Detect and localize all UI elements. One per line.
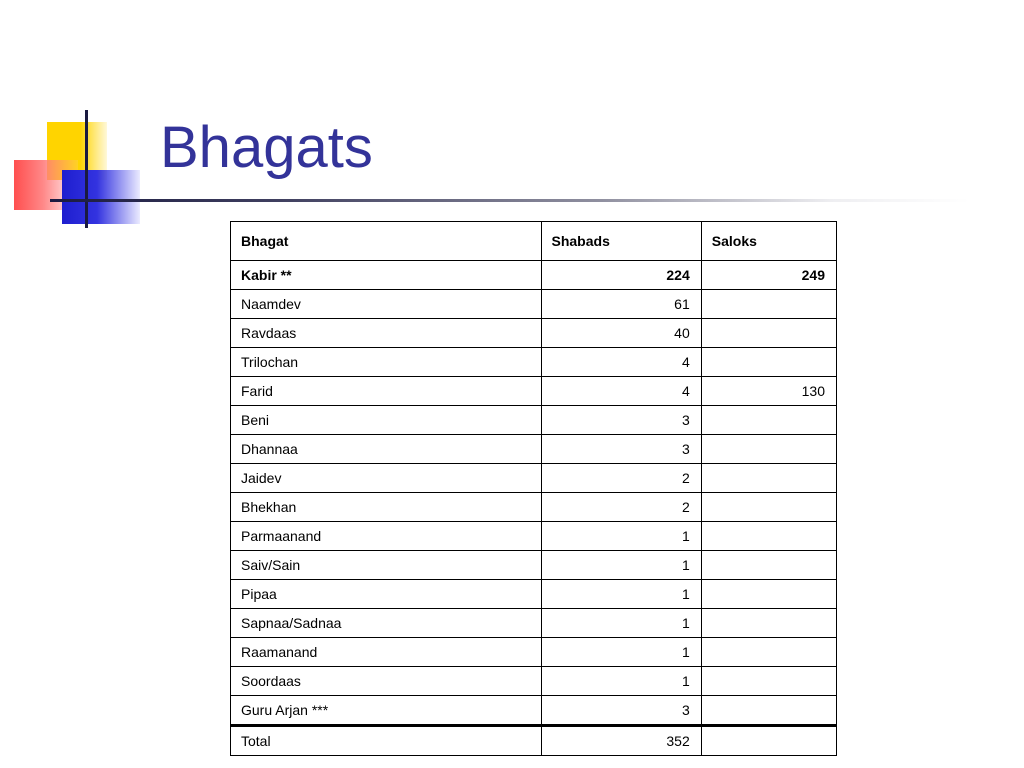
cell-bhagat: Parmaanand	[231, 522, 542, 551]
cell-bhagat: Ravdaas	[231, 319, 542, 348]
cell-saloks: 130	[701, 377, 836, 406]
cell-shabads: 3	[541, 696, 701, 726]
cell-shabads: 1	[541, 667, 701, 696]
cell-bhagat: Guru Arjan ***	[231, 696, 542, 726]
cell-saloks	[701, 348, 836, 377]
cell-bhagat: Farid	[231, 377, 542, 406]
cell-saloks: 249	[701, 261, 836, 290]
header-shabads: Shabads	[541, 222, 701, 261]
cell-shabads: 2	[541, 493, 701, 522]
table-row	[231, 696, 837, 726]
cell-shabads: 1	[541, 609, 701, 638]
table-body	[231, 261, 837, 756]
cell-shabads: 3	[541, 435, 701, 464]
table-row	[231, 290, 837, 319]
cell-shabads: 1	[541, 638, 701, 667]
slide-title: Bhagats	[160, 115, 373, 180]
cell-shabads: 1	[541, 522, 701, 551]
blue-square-decoration	[62, 170, 140, 224]
cell-saloks	[701, 435, 836, 464]
table-row	[231, 464, 837, 493]
cell-saloks	[701, 493, 836, 522]
bhagats-table	[230, 221, 837, 756]
cell-saloks	[701, 609, 836, 638]
table-row	[231, 493, 837, 522]
cell-saloks	[701, 638, 836, 667]
cell-bhagat: Bhekhan	[231, 493, 542, 522]
cell-bhagat: Saiv/Sain	[231, 551, 542, 580]
cell-bhagat: Pipaa	[231, 580, 542, 609]
cell-shabads: 352	[541, 726, 701, 756]
cell-saloks	[701, 726, 836, 756]
cell-saloks	[701, 319, 836, 348]
cell-shabads: 3	[541, 406, 701, 435]
table-row	[231, 667, 837, 696]
vertical-rule-decoration	[85, 110, 88, 228]
cell-shabads: 4	[541, 348, 701, 377]
cell-bhagat: Total	[231, 726, 542, 756]
table-row	[231, 551, 837, 580]
cell-bhagat: Trilochan	[231, 348, 542, 377]
table-row	[231, 580, 837, 609]
table-row	[231, 348, 837, 377]
table-row	[231, 638, 837, 667]
cell-bhagat: Kabir **	[231, 261, 542, 290]
cell-shabads: 40	[541, 319, 701, 348]
cell-shabads: 61	[541, 290, 701, 319]
table-row	[231, 609, 837, 638]
title-underline-rule	[50, 199, 970, 202]
table-total-row	[231, 726, 837, 756]
cell-bhagat: Dhannaa	[231, 435, 542, 464]
table-row	[231, 522, 837, 551]
table-row	[231, 406, 837, 435]
cell-saloks	[701, 551, 836, 580]
cell-shabads: 1	[541, 551, 701, 580]
cell-bhagat: Soordaas	[231, 667, 542, 696]
cell-saloks	[701, 406, 836, 435]
cell-shabads: 4	[541, 377, 701, 406]
cell-bhagat: Beni	[231, 406, 542, 435]
cell-shabads: 1	[541, 580, 701, 609]
cell-bhagat: Raamanand	[231, 638, 542, 667]
cell-bhagat: Jaidev	[231, 464, 542, 493]
cell-shabads: 2	[541, 464, 701, 493]
cell-bhagat: Sapnaa/Sadnaa	[231, 609, 542, 638]
table-row	[231, 319, 837, 348]
cell-saloks	[701, 464, 836, 493]
cell-saloks	[701, 522, 836, 551]
cell-bhagat: Naamdev	[231, 290, 542, 319]
table-row	[231, 377, 837, 406]
cell-saloks	[701, 696, 836, 726]
header-saloks: Saloks	[701, 222, 836, 261]
table-row	[231, 261, 837, 290]
header-bhagat: Bhagat	[231, 222, 542, 261]
cell-saloks	[701, 580, 836, 609]
cell-saloks	[701, 667, 836, 696]
table-row	[231, 435, 837, 464]
table-header-row	[231, 222, 837, 261]
cell-shabads: 224	[541, 261, 701, 290]
cell-saloks	[701, 290, 836, 319]
